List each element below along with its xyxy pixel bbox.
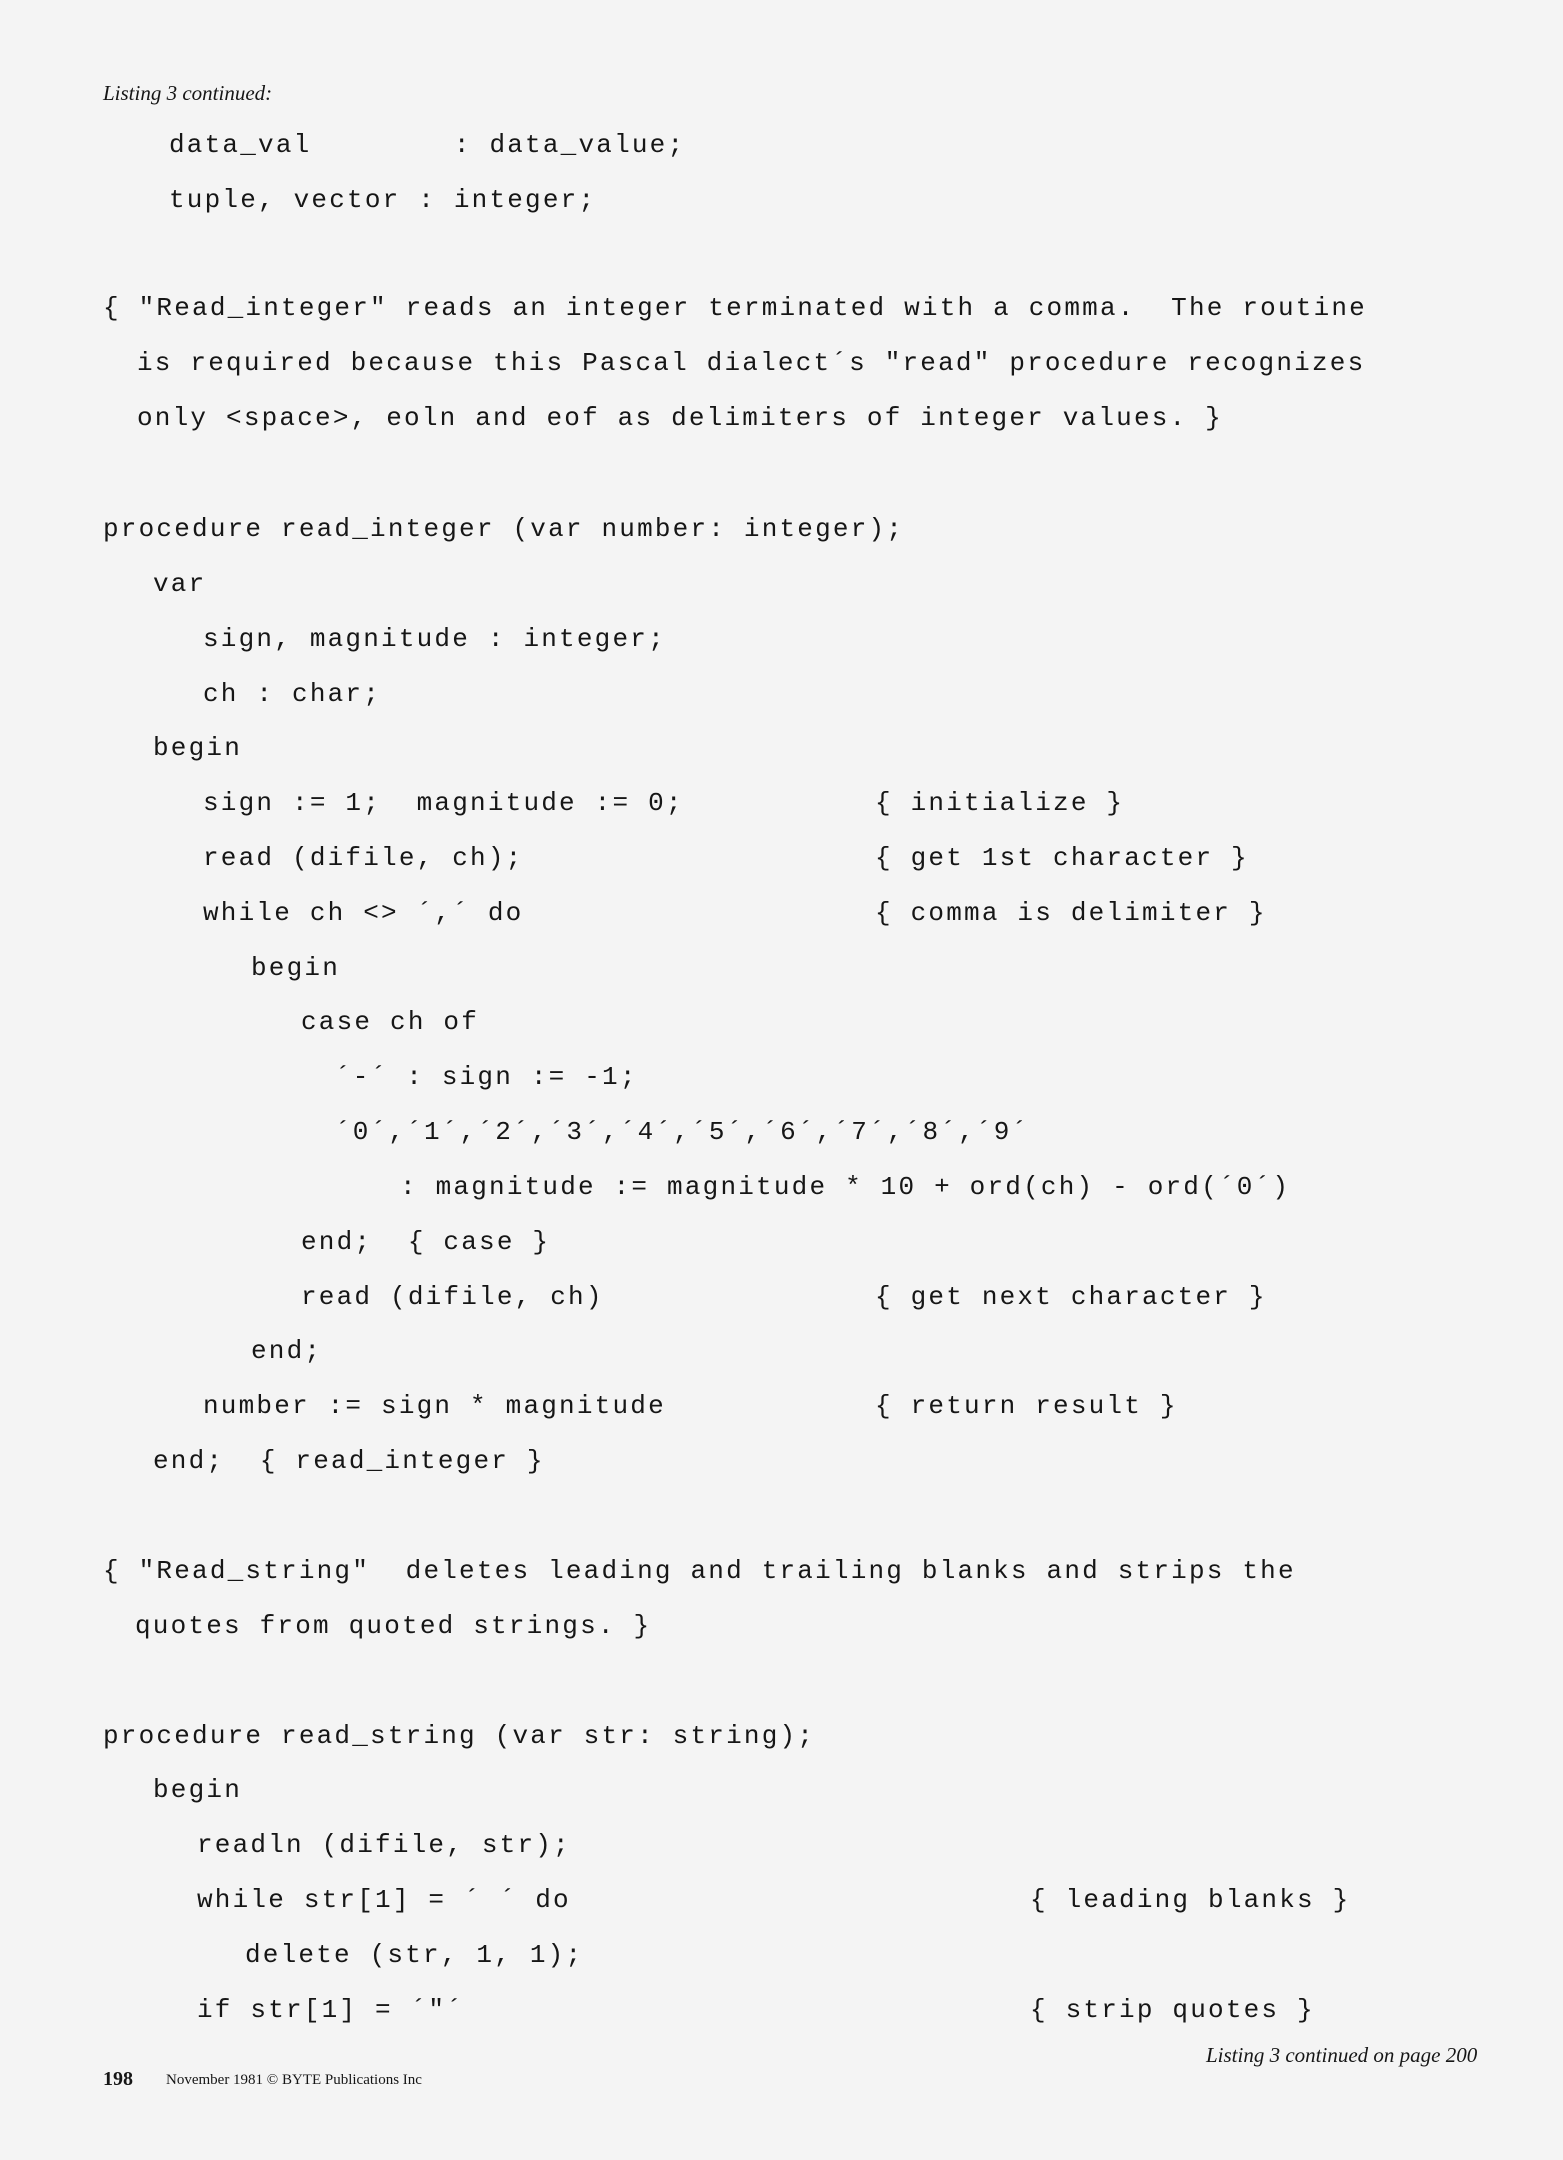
comment-line: { "Read_string" deletes leading and trailing blanks and strips the: [103, 1556, 1296, 1586]
code-line: begin: [153, 733, 243, 763]
comment-line: quotes from quoted strings. }: [135, 1611, 652, 1641]
code-line: ´-´ : sign := -1;: [335, 1062, 638, 1092]
inline-comment: { return result }: [875, 1391, 1178, 1421]
comment-line: is required because this Pascal dialect´s "read" procedure recognizes: [137, 348, 1366, 378]
code-line: tuple, vector : integer;: [169, 185, 597, 215]
code-line: begin: [251, 953, 341, 983]
code-line: number := sign * magnitude: [203, 1391, 666, 1421]
inline-comment: { get next character }: [875, 1282, 1267, 1312]
listing-continued-on: Listing 3 continued on page 200: [1206, 2043, 1478, 2067]
code-line: procedure read_string (var str: string);: [103, 1721, 816, 1751]
code-line: ´0´,´1´,´2´,´3´,´4´,´5´,´6´,´7´,´8´,´9´: [335, 1117, 1030, 1147]
code-line: while ch <> ´,´ do: [203, 898, 524, 928]
code-line: begin: [153, 1775, 243, 1805]
code-line: case ch of: [301, 1007, 480, 1037]
comment-line: only <space>, eoln and eof as delimiters of integer values. }: [137, 403, 1223, 433]
code-line: end; { case }: [301, 1227, 551, 1257]
code-line: end; { read_integer }: [153, 1446, 545, 1476]
code-line: while str[1] = ´ ´ do: [197, 1885, 571, 1915]
listing-continued-label: Listing 3 continued:: [103, 81, 273, 105]
code-line: delete (str, 1, 1);: [245, 1940, 584, 1970]
publication-credit: November 1981 © BYTE Publications Inc: [166, 2072, 422, 2088]
code-line: readln (difile, str);: [197, 1830, 571, 1860]
code-line: var: [153, 569, 207, 599]
inline-comment: { initialize }: [875, 788, 1125, 818]
inline-comment: { comma is delimiter }: [875, 898, 1267, 928]
inline-comment: { leading blanks }: [1030, 1885, 1351, 1915]
comment-line: { "Read_integer" reads an integer terminated with a comma. The routine: [103, 293, 1367, 323]
code-line: if str[1] = ´"´: [197, 1995, 465, 2025]
code-line: read (difile, ch);: [203, 843, 524, 873]
code-line: end;: [251, 1336, 323, 1366]
code-line: data_val : data_value;: [169, 130, 686, 160]
inline-comment: { get 1st character }: [875, 843, 1249, 873]
code-line: procedure read_integer (var number: integer);: [103, 514, 905, 544]
code-line: sign, magnitude : integer;: [203, 624, 666, 654]
code-line: : magnitude := magnitude * 10 + ord(ch) - ord(´0´): [400, 1172, 1291, 1202]
code-line: read (difile, ch): [301, 1282, 604, 1312]
code-line: ch : char;: [203, 679, 382, 709]
inline-comment: { strip quotes }: [1030, 1995, 1315, 2025]
page-number: 198: [103, 2068, 133, 2090]
code-line: sign := 1; magnitude := 0;: [203, 788, 684, 818]
